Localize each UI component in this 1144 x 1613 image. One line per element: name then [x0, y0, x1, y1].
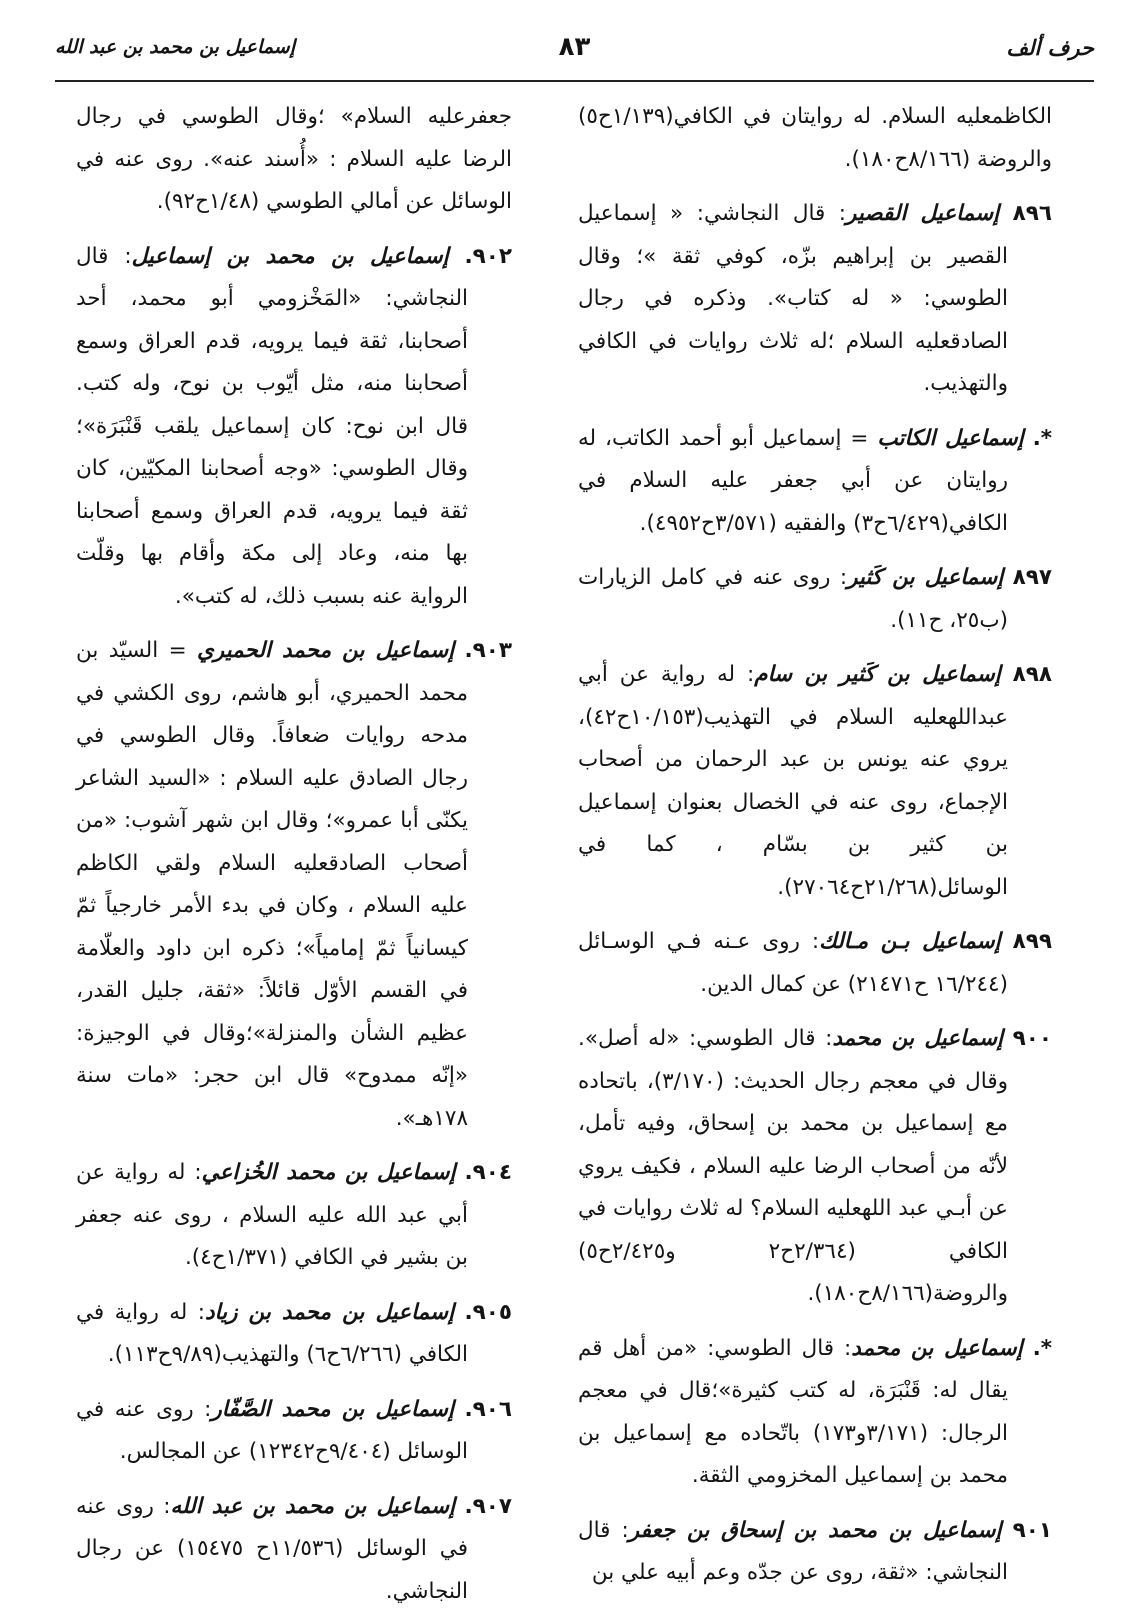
entry-text: : له رواية عن أبي عبداللهعليه السلام في التهذيب(١٠/١٥٣ح٤٢)، يروي عنه يونس بن عبد الرحمان من أصحاب الإجماع، روى عنه في الخصال بعنوان إسماعيل بن كثير بن بسّام ، كما في الوسائل(٢١/٢٦٨ح٢٧٠٦٤).	[578, 662, 1008, 900]
entry-text: : روى عنه في الوسائل (٩/٤٠٤ح١٢٣٤٢) عن المجالس.	[76, 1397, 468, 1465]
entry-text: : روى عنه في الوسائل (١١/٥٣٦ح ١٥٤٧٥) عن رجال النجاشي.	[76, 1494, 468, 1604]
entry-906	[76, 1389, 512, 1474]
entry-text: : روى عنه في كامل الزيارات (ب٢٥، ح١١).	[578, 565, 1008, 633]
entry-name: إسماعيل بن محمد الخُزاعي	[202, 1160, 456, 1185]
entry-number: ٩٠٧.	[464, 1494, 512, 1519]
entry-text: = السيّد بن محمد الحميري، أبو هاشم، روى الكشي في مدحه روايات ضعافاً. وقال الطوسي في رجال الصادق عليه السلام : «السيد الشاعر يكنّى أبا عمرو»؛ وقال ابن شهر آشوب: «من أصحاب الصادقعليه السلام ولقي الكاظم عليه السلام ، وكان في بدء الأمر خارجياً ثمّ كيسانياً ثمّ إمامياً»؛ ذكره ابن داود والعلّامة في القسم الأوّل قائلاً: «ثقة، جليل القدر، عظيم الشأن والمنزلة»؛وقال في الوجيزة: «إنّه ممدوح» قال ابن حجر: «مات سنة ١٧٨هـ».	[76, 638, 468, 1131]
page-number: ٨٣	[55, 32, 1094, 62]
entry-star-muhammad	[578, 1328, 1052, 1498]
entry-number: ٩٠٥.	[464, 1300, 512, 1325]
entry-name: إسماعيل بن محمد بن عبد الله	[171, 1494, 456, 1519]
entry-text: : قال الطوسي: «من أهل قم يقال له: قَنْبَرَة، له كتب كثيرة»؛قال في معجم الرجال: (٣/١٧١و١٧٣) باتّحاده مع إسماعيل بن محمد بن إسماعيل المخزومي الثقة.	[578, 1336, 1008, 1489]
entry-number: ٩٠٦.	[464, 1397, 512, 1422]
entry-star-katib	[578, 418, 1052, 546]
entry-897	[578, 557, 1052, 642]
entry-text: : قال النجاشي: «ثقة، روى عن جدّه وعم أبيه علي بن	[578, 1518, 1008, 1586]
running-head-section: حرف ألف	[1006, 36, 1094, 60]
entry-903	[76, 630, 512, 1140]
page-header	[55, 28, 1094, 82]
entry-text: : قال النجاشي: «المَخْزومي أبو محمد، أحد أصحابنا، ثقة فيما يرويه، قدم العراق وسمع أصحابنا منه، مثل أيّوب بن نوح، وله كتب. قال ابن نوح: كان إسماعيل يلقب قَنْبَرَة»؛وقال الطوسي: «وجه أصحابنا المكيّين، كان ثقة فيما يرويه، قدم العراق وسمع أصحابنا بها منه، وعاد إلى مكة وأقام بها وقلّت الرواية عنه بسبب ذلك، له كتب».	[76, 244, 468, 609]
entry-text: : له رواية عن أبي عبد الله عليه السلام ، روى عنه جعفر بن بشير في الكافي (١/٣٧١ح٤).	[76, 1160, 468, 1270]
entry-text: جعفرعليه السلام» ؛وقال الطوسي في رجال الرضا عليه السلام : «أُسند عنه». روى عنه في الوسائل عن أمالي الطوسي (١/٤٨ح٩٢).	[76, 104, 512, 214]
entry-904	[76, 1152, 512, 1280]
entry-number: ٩٠٣.	[464, 638, 512, 663]
entry-name: إسماعيل بن محمد الحميري	[197, 638, 454, 663]
entry-continuation	[76, 96, 512, 224]
entry-name: إسماعيل القصير	[846, 201, 999, 226]
entry-continuation	[578, 96, 1052, 181]
entry-text: : له رواية في الكافي (٦/٢٦٦ح٦) والتهذيب(٩/٨٩ح١١٣).	[76, 1300, 468, 1368]
entry-text: : قال الطوسي: «له أصل». وقال في معجم رجال الحديث: (٣/١٧٠)، باتحاده مع إسماعيل بن محمد بن إسحاق، وفيه تأمل، لأنّه من أصحاب الرضا عليه السلام ، فكيف يروي عن أبـي عبد اللهعليه السلام؟ له ثلاث روايات في الكافي (٢/٣٦٤ح٢ و٢/٤٢٥ح٥) والروضة(٨/١٦٦ح١٨٠).	[578, 1026, 1008, 1306]
entry-number: ٩٠٢.	[464, 244, 512, 269]
entry-900	[578, 1018, 1052, 1316]
entry-899	[578, 921, 1052, 1006]
entry-text: الكاظمعليه السلام. له روايتان في الكافي(١/١٣٩ح٥) والروضة (٨/١٦٦ح١٨٠).	[578, 104, 1052, 172]
entry-name: إسماعيل بن محمد الصَّفّار	[211, 1397, 454, 1422]
right-column	[578, 96, 1052, 1562]
entry-number: ٩٠٤.	[464, 1160, 512, 1185]
entry-name: إسماعيل بن محمد	[851, 1336, 1022, 1361]
entry-name: إسماعيل بن كَثير	[847, 565, 1003, 590]
entry-text: = إسماعيل أبو أحمد الكاتب، له روايتان عن أبي جعفر عليه السلام في الكافي(٦/٤٢٩ح٣) والفقيه (٣/٥٧١ح٤٩٥٢).	[578, 426, 1008, 536]
entry-number: *.	[1033, 1336, 1052, 1361]
entry-text: : روى عـنه فـي الوسـائل (١٦/٢٤٤ ح٢١٤٧١) عن كمال الدين.	[578, 929, 1008, 997]
entry-number: ٨٩٩	[1013, 929, 1052, 954]
entry-name: إسماعيل بن محمد بن زياد	[205, 1300, 454, 1325]
entry-text: : قال النجاشي: « إسماعيل القصير بن إبراهيم بزّه، كوفي ثقة »؛ وقال الطوسي: « له كتاب». وذكره في رجال الصادقعليه السلام ؛له ثلاث روايات في الكافي والتهذيب.	[578, 201, 1008, 396]
entry-905	[76, 1292, 512, 1377]
entry-898	[578, 654, 1052, 909]
left-column	[76, 96, 512, 1562]
running-head-entry: إسماعيل بن محمد بن عبد الله	[55, 36, 295, 58]
entry-name: إسماعيل بـن مـالك	[819, 929, 1001, 954]
entry-901	[578, 1510, 1052, 1595]
entry-number: *.	[1033, 426, 1052, 451]
entry-name: إسماعيل بن كَثير بن سام	[754, 662, 1000, 687]
entry-name: إسماعيل الكاتب	[877, 426, 1023, 451]
entry-name: إسماعيل بن محمد	[832, 1026, 1003, 1051]
entry-902	[76, 236, 512, 619]
entry-name: إسماعيل بن محمد بن إسحاق بن جعفر	[629, 1518, 1002, 1543]
entry-number: ٨٩٨	[1013, 662, 1052, 687]
entry-number: ٩٠٠	[1013, 1026, 1052, 1051]
entry-name: إسماعيل بن محمد بن إسماعيل	[132, 244, 449, 269]
entry-number: ٨٩٧	[1013, 565, 1052, 590]
entry-number: ٩٠١	[1013, 1518, 1052, 1543]
entry-907	[76, 1486, 512, 1613]
entry-number: ٨٩٦	[1013, 201, 1052, 226]
entry-896	[578, 193, 1052, 406]
